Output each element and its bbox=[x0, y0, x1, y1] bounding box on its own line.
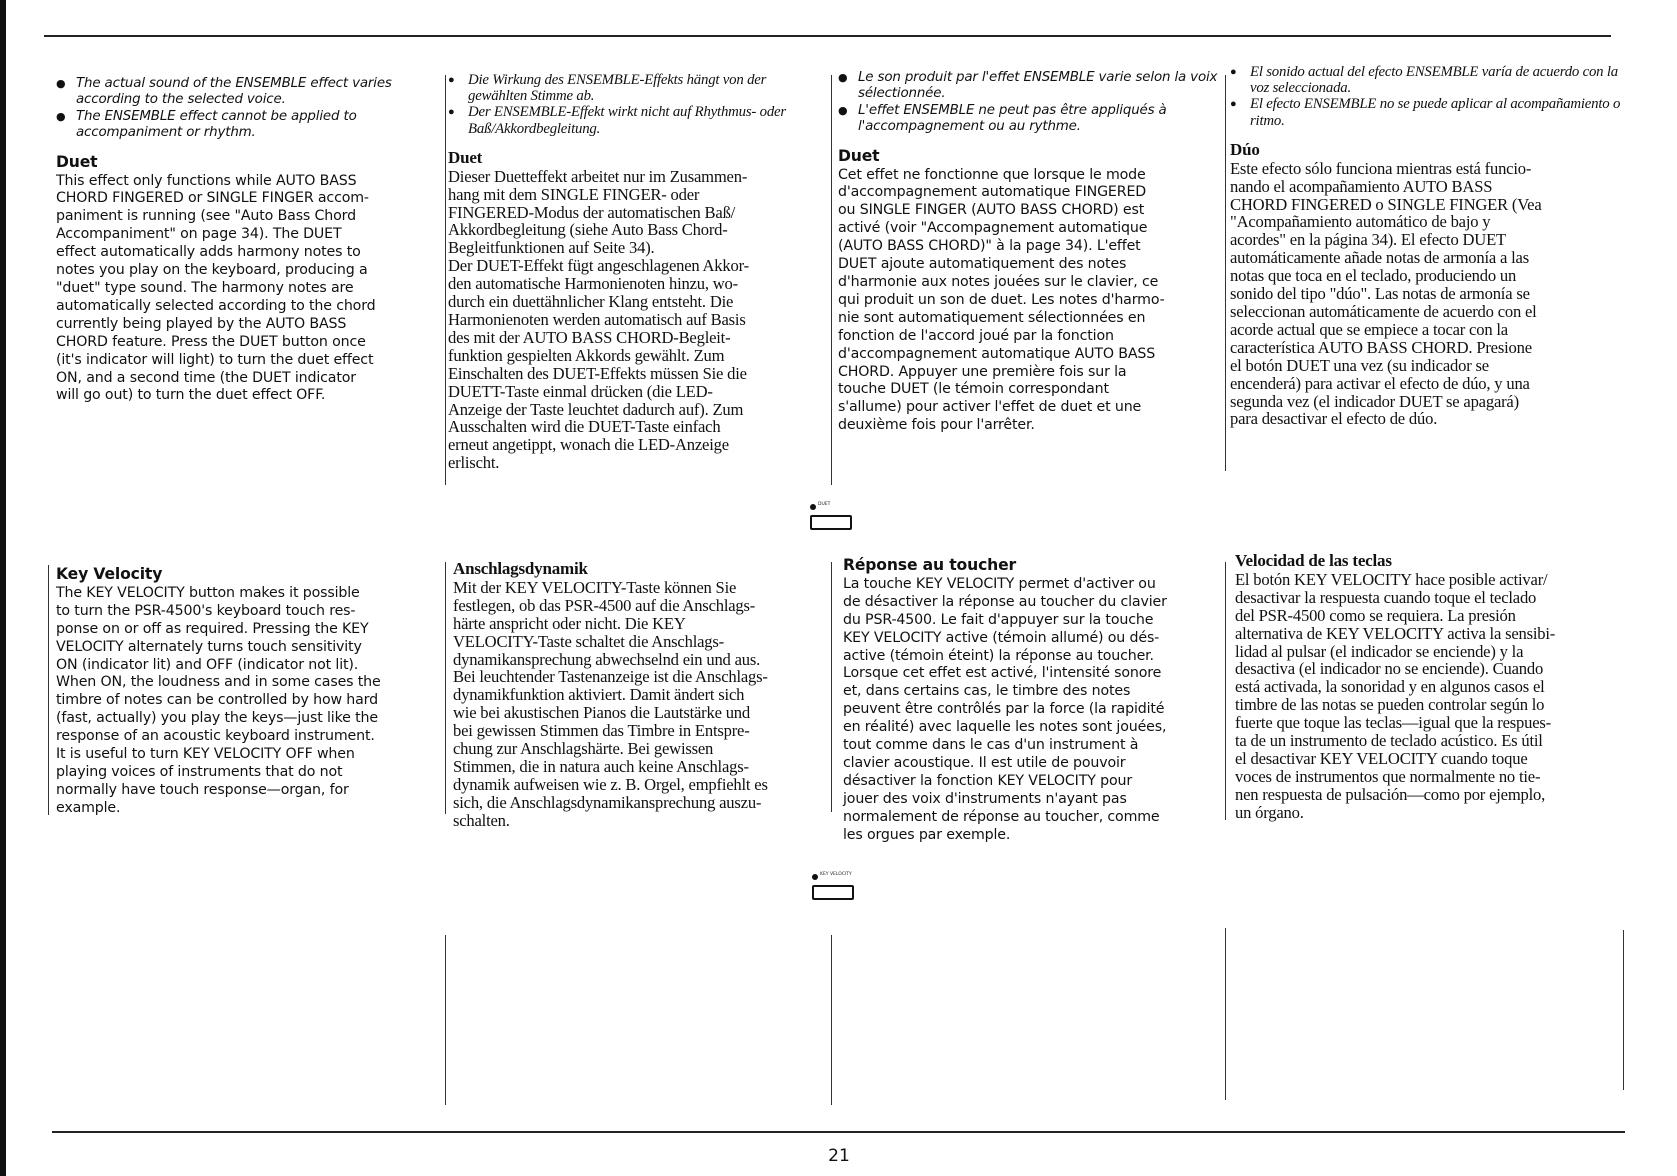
page-edge bbox=[0, 0, 6, 1176]
duet-heading: Duet bbox=[448, 147, 483, 167]
duet-heading: Duet bbox=[56, 152, 98, 171]
note-item: ● Die Wirkung des ENSEMBLE-Effekts hängt von der gewählten Stimme ab. bbox=[448, 72, 828, 104]
note-item: ● The actual sound of the ENSEMBLE effect varies according to the selected voice. bbox=[56, 76, 441, 109]
note-item: ● Der ENSEMBLE-Effekt wirkt nicht auf Rhythmus- oder Baß/Akkordbegleitung. bbox=[448, 104, 828, 136]
column-divider bbox=[445, 75, 446, 485]
note-item: ● El sonido actual del efecto ENSEMBLE varía de acuerdo con la voz seleccionada. bbox=[1230, 64, 1622, 96]
page-number: 21 bbox=[828, 1146, 850, 1166]
column-divider bbox=[831, 75, 832, 485]
column-divider bbox=[1225, 75, 1226, 471]
column-divider bbox=[445, 562, 446, 814]
duet-text: Este efecto sólo funciona mientras está funcio- nando el acompañamiento AUTO BASS CHORD FINGERED o SINGLE FINGER (Vea "Acompañamiento automático de bajo y acordes" en la página 34). El efecto DUET automáticamente añade notas de armonía a las notas que toca en el teclado, produciendo un sonido del tipo "dúo". Las notas de armonía se seleccionan automáticamente de acuerdo con el acorde actual que se empiece a tocar con la característica AUTO BASS CHORD. Presione el botón DUET una vez (su indicador se encenderá) para activar el efecto de dúo, y una segunda vez (el indicador DUET se apagará) para desactivar el efecto de dúo. bbox=[1230, 158, 1542, 429]
velocity-text: La touche KEY VELOCITY permet d'activer ou de désactiver la réponse au toucher du clavier du PSR-4500. Le fait d'appuyer sur la touche KEY VELOCITY active (témoin allumé) ou dés- active (témoin éteint) la réponse au toucher. Lorsque cet effet est activé, l'intensité sonore et, dans certains cas, le timbre des notes peuvent être contrôlés par la force (la rapidité en réalité) avec laquelle les notes sont jouées, tout comme dans le cas d'un instrument à clavier acoustique. Il est utile de pouvoir désactiver la fonction KEY VELOCITY pour jouer des voix d'instruments n'ayant pas normalement de réponse au toucher, comme les orgues par exemple. bbox=[843, 575, 1167, 843]
column-divider bbox=[831, 562, 832, 812]
bottom-rule bbox=[52, 1131, 1625, 1133]
german-notes bbox=[448, 72, 828, 137]
duet-indicator-led-icon bbox=[810, 504, 816, 510]
french-notes bbox=[838, 70, 1220, 136]
note-item: ● El efecto ENSEMBLE no se puede aplicar al acompañamiento o ritmo. bbox=[1230, 96, 1622, 128]
duet-button-icon bbox=[810, 515, 852, 530]
english-velocity-section bbox=[56, 554, 441, 818]
velocity-heading: Key Velocity bbox=[56, 565, 163, 583]
velocity-heading: Réponse au toucher bbox=[843, 556, 1017, 574]
english-notes bbox=[56, 76, 441, 142]
german-duet-section bbox=[448, 72, 828, 472]
duet-indicator-label: DUET bbox=[818, 502, 831, 507]
velocity-heading: Velocidad de las teclas bbox=[1235, 551, 1392, 570]
french-velocity-section bbox=[843, 545, 1223, 845]
column-divider bbox=[1225, 562, 1226, 820]
duet-button-illustration bbox=[810, 503, 870, 533]
velocity-text: El botón KEY VELOCITY hace posible activar/ desactivar la respuesta cuando toque el teclado del PSR-4500 como se requiera. La presión alternativa de KEY VELOCITY activa la sensibi- lidad al pulsar (el indicador se enciende) y la desactiva (el indicador no se enciende). Cuando está activada, la sonoridad y en algunos casos el timbre de las notas se pueden controlar según lo fuerte que toque las teclas—igual que la respues- ta de un instrumento de teclado acústico. Es útil el desactivar KEY VELOCITY cuando toque voces de instrumentos que normalmente no tie- nen respuesta de pulsación—como por ejemplo, un órgano. bbox=[1235, 569, 1556, 822]
duet-heading: Duet bbox=[838, 146, 880, 165]
spanish-duet-section bbox=[1230, 64, 1622, 428]
column-divider bbox=[445, 935, 446, 1105]
key-velocity-indicator-led-icon bbox=[812, 874, 818, 880]
french-duet-section bbox=[838, 70, 1220, 435]
german-velocity-section bbox=[453, 548, 829, 830]
english-duet-section bbox=[56, 76, 441, 405]
column-divider bbox=[48, 565, 49, 815]
key-velocity-button-illustration bbox=[812, 873, 872, 903]
note-item: ● L'effet ENSEMBLE ne peut pas être appliqués à l'accompagnement ou au rythme. bbox=[838, 103, 1220, 136]
column-divider bbox=[1225, 928, 1226, 1100]
duet-text: Dieser Duetteffekt arbeitet nur im Zusammen- hang mit dem SINGLE FINGER- oder FINGERED-Modus der automatischen Baß/ Akkordbegleitung (siehe Auto Bass Chord- Begleitfunktionen auf Seite 34). Der DUET-Effekt fügt angeschlagenen Akkor- den automatische Harmonienoten hinzu, wo- durch ein duettähnlicher Klang entsteht. Die Harmonienoten werden automatisch auf Basis des mit der AUTO BASS CHORD-Begleit- funktion gespielten Akkords gewählt. Zum Einschalten des DUET-Effekts müssen Sie die DUETT-Taste einmal drücken (die LED- Anzeige der Taste leuchtet dadurch auf). Zum Ausschalten wird die DUET-Taste einfach erneut angetippt, wonach die LED-Anzeige erlischt. bbox=[448, 166, 749, 473]
spanish-velocity-section bbox=[1235, 540, 1623, 822]
spanish-notes bbox=[1230, 64, 1622, 129]
velocity-text: The KEY VELOCITY button makes it possible to turn the PSR-4500's keyboard touch res- ponse on or off as required. Pressing the KEY VELOCITY alternately turns touch sensitivity ON (indicator lit) and OFF (indicator not lit). When ON, the loudness and in some cases the timbre of notes can be controlled by how hard (fast, actually) you play the keys—just like the response of an acoustic keyboard instrument. It is useful to turn KEY VELOCITY OFF when playing voices of instruments that do not normally have touch response—organ, for example. bbox=[56, 584, 381, 816]
duet-text: Cet effet ne fonctionne que lorsque le mode d'accompagnement automatique FINGERED ou SINGLE FINGER (AUTO BASS CHORD) est activé (voir "Accompagnement automatique (AUTO BASS CHORD)" à la page 34). L'effet DUET ajoute automatiquement des notes d'harmonie aux notes jouées sur le clavier, ce qui produit un son de duet. Les notes d'harmo- nie sont automatiquement sélectionnées en fonction de l'accord joué par la fonction d'accompagnement automatique AUTO BASS CHORD. Appuyer une première fois sur la touche DUET (le témoin correspondant s'allume) pour activer l'effet de duet et une deuxième fois pour l'arrêter. bbox=[838, 166, 1165, 434]
duet-heading: Dúo bbox=[1230, 139, 1260, 159]
note-item: ● The ENSEMBLE effect cannot be applied to accompaniment or rhythm. bbox=[56, 109, 441, 142]
note-item: ● Le son produit par l'effet ENSEMBLE varie selon la voix sélectionnée. bbox=[838, 70, 1220, 103]
key-velocity-indicator-label: KEY VELOCITY bbox=[820, 872, 852, 877]
column-divider bbox=[831, 935, 832, 1105]
velocity-text: Mit der KEY VELOCITY-Taste können Sie festlegen, ob das PSR-4500 auf die Anschlags- härte anspricht oder nicht. Die KEY VELOCITY-Taste schaltet die Anschlags- dynamikansprechung abwechselnd ein und aus. Bei leuchtender Tastenanzeige ist die Anschlags- dynamikfunktion aktiviert. Damit ändert sich wie bei akustischen Pianos die Lautstärke und bei gewissen Stimmen das Timbre in Entspre- chung zur Anschlagshärte. Bei gewissen Stimmen, die in natura auch keine Anschlags- dynamik aufweisen wie z. B. Orgel, empfiehlt es sich, die Anschlagsdynamikansprechung auszu- schalten. bbox=[453, 577, 768, 830]
column-divider bbox=[1623, 930, 1624, 1090]
duet-text: This effect only functions while AUTO BASS CHORD FINGERED or SINGLE FINGER accom- paniment is running (see "Auto Bass Chord Accompaniment" on page 34). The DUET effect automatically adds harmony notes to notes you play on the keyboard, producing a "duet" type sound. The harmony notes are automatically selected according to the chord currently being played by the AUTO BASS CHORD feature. Press the DUET button once (it's indicator will light) to turn the duet effect ON, and a second time (the DUET indicator will go out) to turn the duet effect OFF. bbox=[56, 172, 376, 404]
velocity-heading: Anschlagsdynamik bbox=[453, 559, 588, 578]
key-velocity-button-icon bbox=[812, 885, 854, 900]
top-rule bbox=[44, 35, 1611, 37]
